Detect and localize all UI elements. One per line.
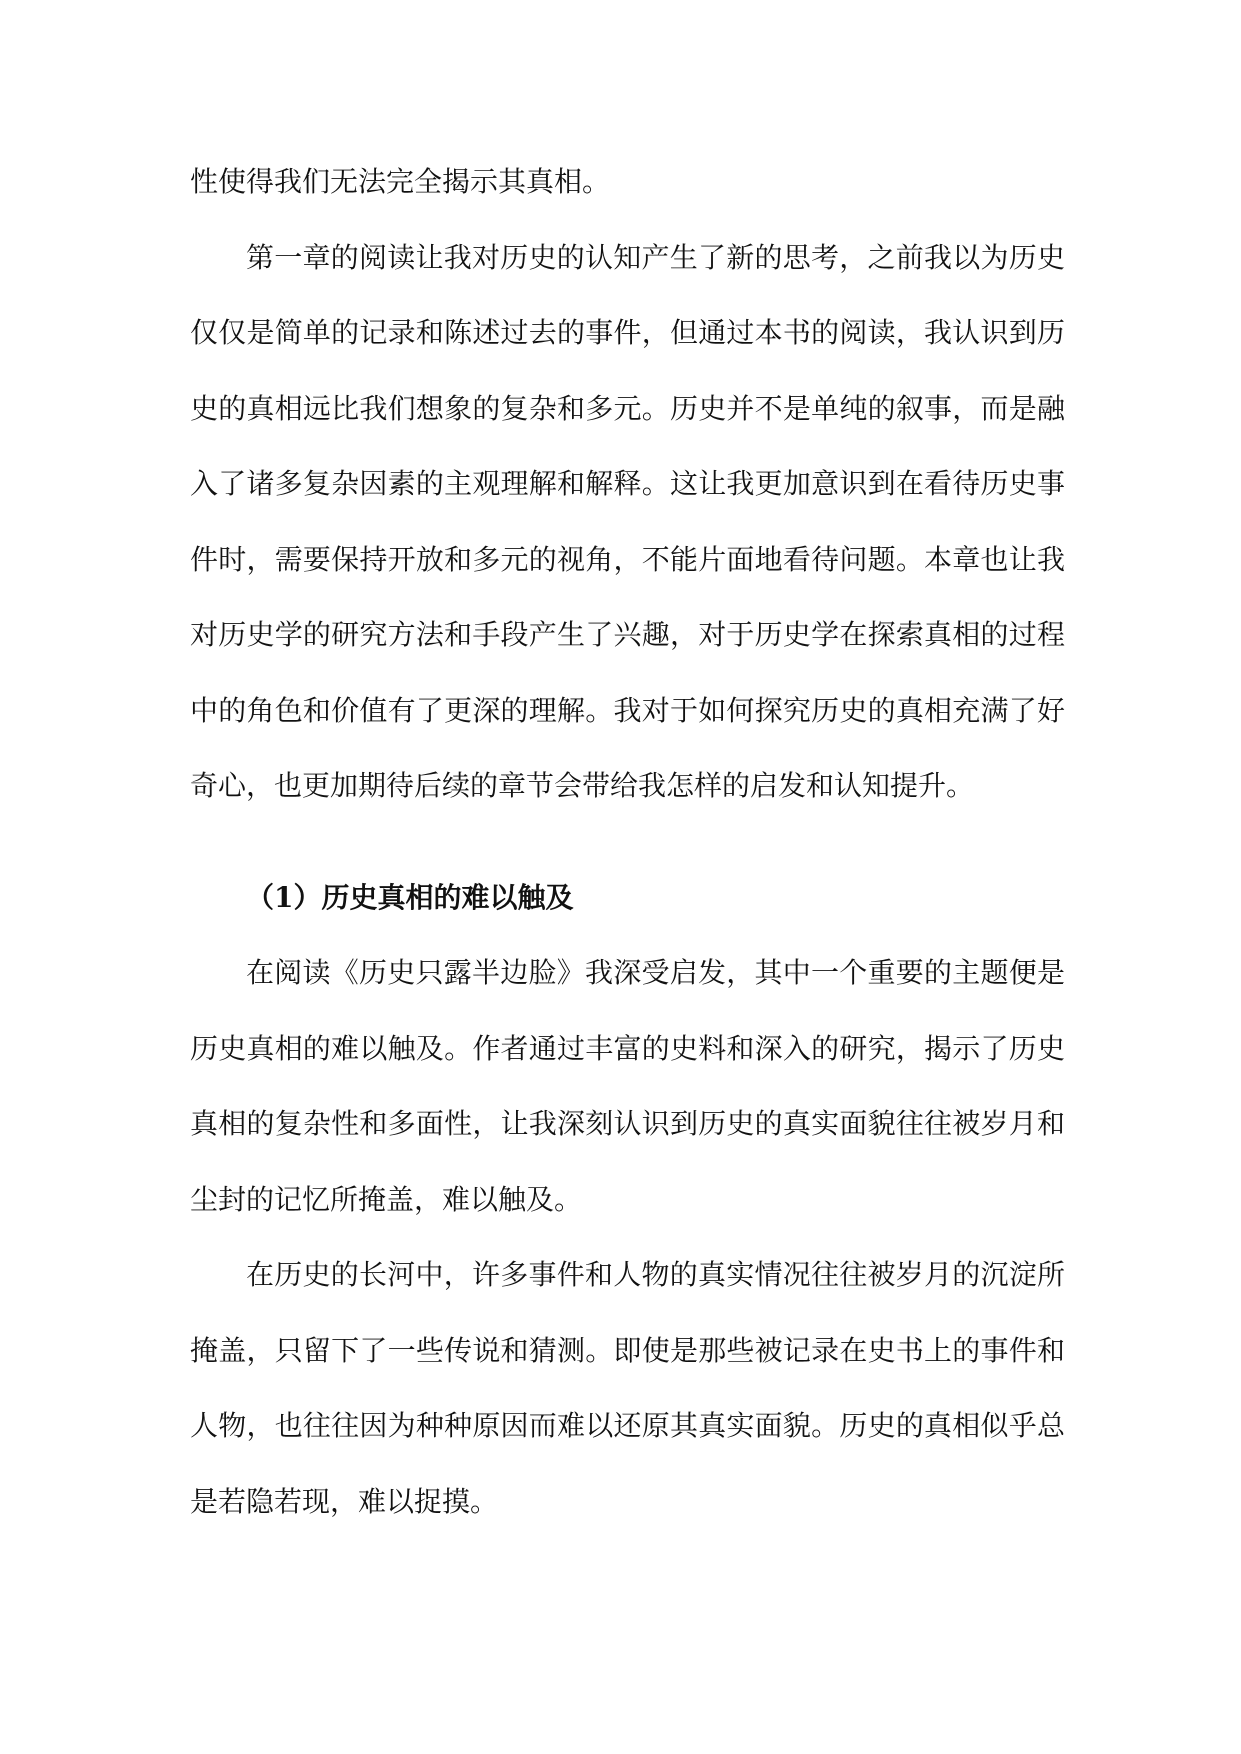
body-paragraph: 在阅读《历史只露半边脸》我深受启发，其中一个重要的主题便是历史真相的难以触及。作者通过丰富的史料和深入的研究，揭示了历史真相的复杂性和多面性，让我深刻认识到历史的真实面貌往往被岁月和尘封的记忆所掩盖，难以触及。 (190, 956, 1065, 1216)
body-paragraph: 在历史的长河中，许多事件和人物的真实情况往往被岁月的沉淀所掩盖，只留下了一些传说和猜测。即使是那些被记录在史书上的事件和人物，也往往因为种种原因而难以还原其真实面貌。历史的真相似乎总是若隐若现，难以捉摸。 (190, 1258, 1065, 1518)
continuation-paragraph: 性使得我们无法完全揭示其真相。 (190, 165, 611, 198)
document-body (190, 144, 1065, 1539)
body-paragraph: 第一章的阅读让我对历史的认知产生了新的思考，之前我以为历史仅仅是简单的记录和陈述过去的事件，但通过本书的阅读，我认识到历史的真相远比我们想象的复杂和多元。历史并不是单纯的叙事，而是融入了诸多复杂因素的主观理解和解释。这让我更加意识到在看待历史事件时，需要保持开放和多元的视角，不能片面地看待问题。本章也让我对历史学的研究方法和手段产生了兴趣，对于历史学在探索真相的过程中的角色和价值有了更深的理解。我对于如何探究历史的真相充满了好奇心，也更加期待后续的章节会带给我怎样的启发和认知提升。 (190, 240, 1065, 802)
section-heading: （1）历史真相的难以触及 (246, 880, 574, 914)
